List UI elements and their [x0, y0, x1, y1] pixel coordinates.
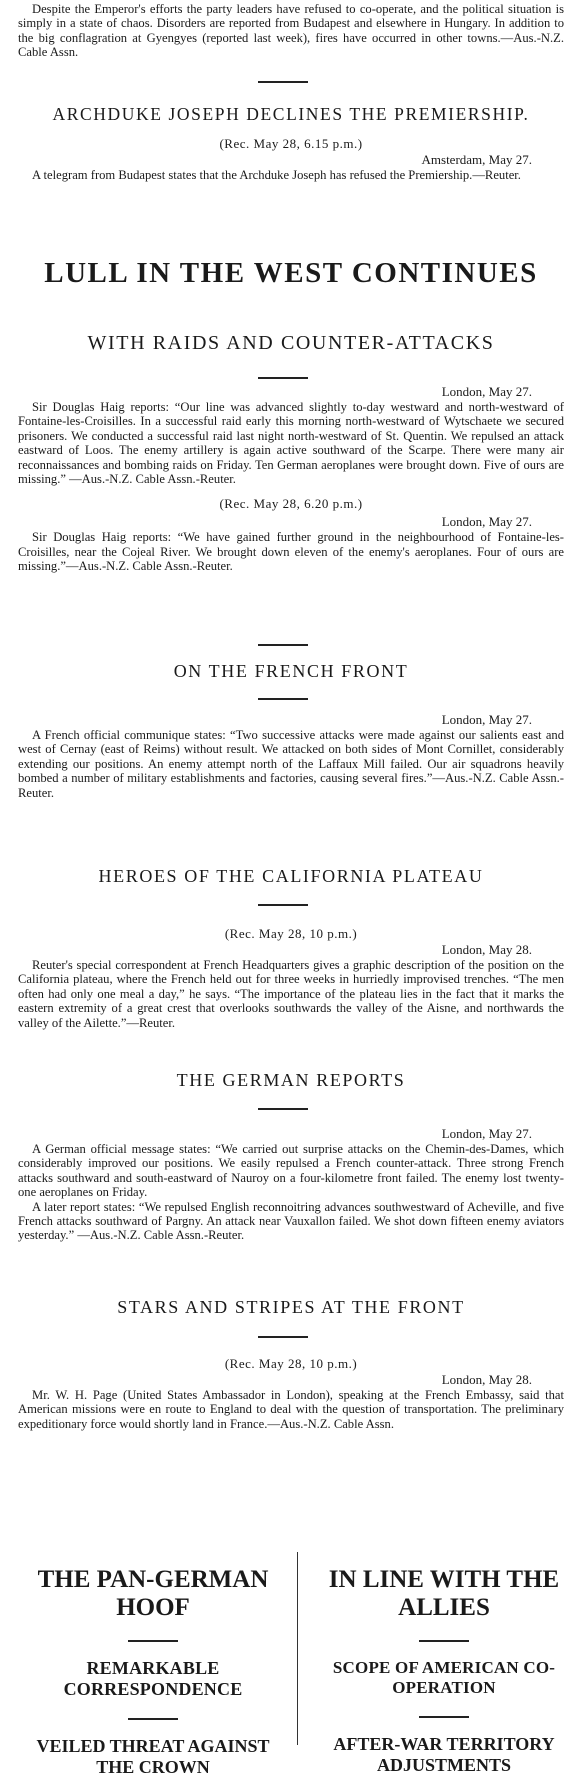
archduke-body: A telegram from Budapest states that the Archduke Joseph has refused the Premiership.—Reuter.	[32, 168, 521, 182]
german-reports-body-1: A German official message states: “We carried out surprise attacks on the Chemin-des-Dames, which considerably improved our positions. We easily repulsed a French counter-attack. Three strong French attacks southward and south-eastward of Nauroy on a four-kilometre front failed. The enemy lost twenty-one aeroplanes on Friday.	[18, 1142, 564, 1200]
california-dateline: London, May 28.	[441, 942, 532, 957]
lull-body-wrap	[18, 384, 564, 574]
top-fragment	[18, 2, 564, 60]
german-reports-headline: THE GERMAN REPORTS	[176, 1070, 406, 1090]
california-article	[18, 866, 564, 887]
divider	[258, 1108, 308, 1110]
french-front-body: A French official communique states: “Two successive attacks were made against our salients east and west of Cernay (east of Reims) without result. We attacked on both sides of Mont Cornillet, considerably extending our positions. An enemy attempt north of the Laffaux Mill failed. Our air squadrons heavily bombed a number of military establishments and factories, causing several fires.”—Aus.-N.Z. Cable Assn.-Reuter.	[18, 728, 564, 800]
stars-headline: STARS AND STRIPES AT THE FRONT	[117, 1297, 465, 1317]
lull-body-1: Sir Douglas Haig reports: “Our line was advanced slightly to-day westward and north-westward of Fontaine-les-Croisilles. In a successful raid early this morning north-westward of Wytschaete we secured prisoners. We conducted a successful raid last night north-westward of St. Quentin. We repulsed an attack eastward of Loos. The enemy artillery is again active southward of the Scarpe. There were many air reconnaissances and bombing raids on Friday. Ten German aeroplanes were brought down. Five of ours are missing.” —Aus.-N.Z. Cable Assn.-Reuter.	[18, 400, 564, 487]
archduke-dateline: Amsterdam, May 27.	[421, 152, 532, 167]
stars-dateline: London, May 28.	[441, 1372, 532, 1387]
archduke-rec: (Rec. May 28, 6.15 p.m.)	[219, 136, 363, 151]
divider	[128, 1718, 178, 1720]
right-col-sub-1: SCOPE OF AMERICAN CO-OPERATION	[332, 1658, 556, 1697]
divider	[419, 1716, 469, 1718]
divider	[258, 377, 308, 379]
archduke-article	[18, 104, 564, 182]
stars-article	[18, 1297, 564, 1318]
california-body-wrap	[18, 926, 564, 1030]
top-fragment-text: Despite the Emperor's efforts the party leaders have refused to co-operate, and the political situation is simply in a state of chaos. Disorders are reported from Budapest and elsewhere in Hungary. In addition to the big conflagration at Gyengyes (reported last week), fires have occurred in other towns.—Aus.-N.Z. Cable Assn.	[18, 2, 564, 60]
divider	[258, 904, 308, 906]
right-column	[308, 1552, 580, 1776]
german-reports-body-wrap	[18, 1126, 564, 1243]
lull-rec-2: (Rec. May 28, 6.20 p.m.)	[219, 496, 363, 512]
lull-subhead: WITH RAIDS AND COUNTER-ATTACKS	[87, 332, 495, 354]
stars-body-wrap	[18, 1356, 564, 1431]
left-col-sub-2: VEILED THREAT AGAINST THE CROWN	[36, 1736, 270, 1777]
lull-article	[18, 257, 564, 290]
divider	[258, 644, 308, 646]
california-headline: HEROES OF THE CALIFORNIA PLATEAU	[98, 866, 484, 886]
french-front-dateline: London, May 27.	[441, 712, 532, 727]
stars-rec: (Rec. May 28, 10 p.m.)	[224, 1356, 358, 1371]
french-front-headline: ON THE FRENCH FRONT	[173, 661, 409, 681]
california-body: Reuter's special correspondent at French Headquarters gives a graphic description of the position on the California plateau, where the French held out for three weeks in hurriedly improvised trenches. “The men often had only one meal a day,” he says. “The importance of the plateau lies in the fact that it marks the eastern extremity of a great crest that overlooks southwards the valley of the Aisne, and northwards the valley of the Ailette.”—Reuter.	[18, 958, 564, 1030]
divider	[128, 1640, 178, 1642]
california-rec: (Rec. May 28, 10 p.m.)	[224, 926, 358, 941]
german-reports-body-2: A later report states: “We repulsed English reconnoitring advances southwestward of Acheville, and five French attacks southward of Pargny. An attack near Vauxallon failed. We shot down fifteen enemy aviators yesterday.” —Aus.-N.Z. Cable Assn.-Reuter.	[18, 1199, 564, 1243]
german-reports-article	[18, 1070, 564, 1091]
lull-dateline-1: London, May 27.	[441, 384, 532, 399]
column-divider	[297, 1552, 298, 1745]
french-front-article	[18, 661, 564, 682]
german-reports-dateline: London, May 27.	[441, 1126, 532, 1141]
left-col-headline: THE PAN-GERMAN HOOF	[37, 1566, 269, 1621]
divider	[258, 1336, 308, 1338]
right-col-headline: IN LINE WITH THE ALLIES	[328, 1566, 560, 1621]
divider	[258, 81, 308, 83]
french-front-body-wrap	[18, 712, 564, 800]
lull-body-2: Sir Douglas Haig reports: “We have gained further ground in the neighbourhood of Fontaine-les-Croisilles, near the Cojeal River. We brought down eleven of the enemy's aeroplanes. Four of ours are missing.”—Aus.-N.Z. Cable Assn.-Reuter.	[18, 530, 564, 574]
left-col-sub-1: REMARKABLE CORRESPONDENCE	[63, 1658, 243, 1699]
divider	[258, 698, 308, 700]
lull-dateline-2: London, May 27.	[441, 514, 532, 530]
stars-body: Mr. W. H. Page (United States Ambassador in London), speaking at the French Embassy, said that American missions were en route to England to deal with the question of transportation. The preliminary expeditionary force would shortly land in France.—Aus.-N.Z. Cable Assn.	[18, 1388, 564, 1431]
left-column	[18, 1552, 288, 1778]
archduke-headline: ARCHDUKE JOSEPH DECLINES THE PREMIERSHIP.	[52, 104, 530, 124]
divider	[419, 1640, 469, 1642]
lull-subhead-wrap	[18, 332, 564, 355]
lull-headline: LULL IN THE WEST CONTINUES	[44, 257, 538, 289]
right-col-sub-2: AFTER-WAR TERRITORY ADJUSTMENTS	[333, 1734, 555, 1775]
